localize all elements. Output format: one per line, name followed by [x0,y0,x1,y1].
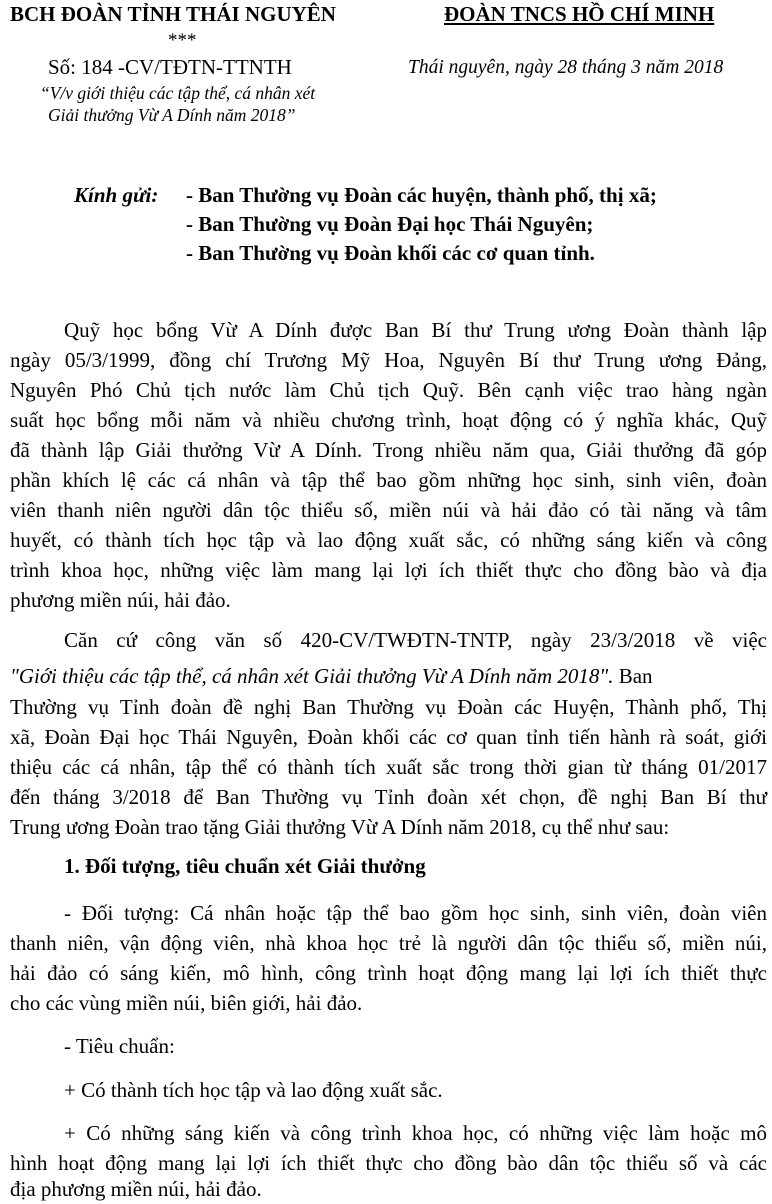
paragraph-line: đến tháng 3/2018 để Ban Thường vụ Tỉnh đoàn xét chọn, đề nghị Ban Bí thư [10,785,767,809]
paragraph-line: Thường vụ Tỉnh đoàn đề nghị Ban Thường vụ Đoàn các Huyện, Thành phố, Thị [10,695,767,719]
section-heading: 1. Đối tượng, tiêu chuẩn xét Giải thưởng [64,854,426,878]
paragraph-line: địa phương miền núi, hải đảo. [10,1177,262,1201]
criteria-item: + Có những sáng kiến và công trình khoa học, có những việc làm hoặc mô [64,1121,767,1145]
cited-document-title: "Giới thiệu các tập thể, cá nhân xét Giải thưởng Vừ A Dính năm 2018". [10,664,614,688]
paragraph-line: hải đảo có sáng kiến, mô hình, công trình hoạt động mang lại lợi ích thiết thực [10,961,767,985]
paragraph-line: trình khoa học, những việc làm mang lại lợi ích thiết thực cho đồng bào và địa [10,558,767,582]
union-name: ĐOÀN TNCS HỒ CHÍ MINH [444,2,715,26]
recipient-line: - Ban Thường vụ Đoàn Đại học Thái Nguyên; [186,212,594,236]
paragraph-line: Trung ương Đoàn trao tặng Giải thưởng Vừ A Dính năm 2018, cụ thể như sau: [10,815,670,839]
paragraph-line: suất học bổng mỗi năm và nhiều chương trình, hoạt động có ý nghĩa khác, Quỹ [10,408,767,432]
paragraph-line: Quỹ học bổng Vừ A Dính được Ban Bí thư Trung ương Đoàn thành lập [64,318,767,342]
paragraph-line: đã thành lập Giải thưởng Vừ A Dính. Trong nhiều năm qua, Giải thưởng đã góp [10,438,767,462]
place-date: Thái nguyên, ngày 28 tháng 3 năm 2018 [408,57,724,78]
paragraph-line: cho các vùng miền núi, biên giới, hải đảo. [10,991,363,1015]
paragraph-line: viên thanh niên người dân tộc thiểu số, miền núi và hải đảo có tài năng và tâm [10,498,767,522]
paragraph-line: phương miền núi, hải đảo. [10,588,231,612]
paragraph-line: hình hoạt động mang lại lợi ích thiết thực cho đồng bào dân tộc thiểu số và các [10,1151,767,1175]
issuing-organization: BCH ĐOÀN TỈNH THÁI NGUYÊN [10,2,336,26]
paragraph-text: Ban [613,664,653,688]
paragraph-line: phần khích lệ các cá nhân và tập thể bao gồm những học sinh, sinh viên, đoàn [10,468,767,492]
paragraph-line: xã, Đoàn Đại học Thái Nguyên, Đoàn khối các cơ quan tỉnh tiến hành rà soát, giới [10,725,767,749]
subject-line-2: Giải thưởng Vừ A Dính năm 2018” [48,105,296,125]
header-stars: *** [168,30,197,51]
paragraph-line: thiệu các cá nhân, tập thể có thành tích xuất sắc trong thời gian từ tháng 01/2017 [10,755,767,779]
paragraph-line: thanh niên, vận động viên, nhà khoa học trẻ là người dân tộc thiểu số, miền núi, [10,931,767,955]
recipients-label: Kính gửi: [74,183,159,207]
paragraph-line: ngày 05/3/1999, đồng chí Trương Mỹ Hoa, Nguyên Bí thư Trung ương Đảng, [10,348,767,372]
paragraph-line: Nguyên Phó Chủ tịch nước làm Chủ tịch Quỹ. Bên cạnh việc trao hàng ngàn [10,378,767,402]
paragraph-line: Căn cứ công văn số 420-CV/TWĐTN-TNTP, ngày 23/3/2018 về việc [64,628,767,652]
recipient-line: - Ban Thường vụ Đoàn khối các cơ quan tỉnh. [186,241,595,265]
criteria-item: + Có thành tích học tập và lao động xuất sắc. [64,1078,443,1102]
criteria-label: - Tiêu chuẩn: [64,1034,175,1058]
recipient-line: - Ban Thường vụ Đoàn các huyện, thành phố, thị xã; [186,183,657,207]
paragraph-line: - Đối tượng: Cá nhân hoặc tập thể bao gồm học sinh, sinh viên, đoàn viên [64,901,767,925]
subject-line-1: “V/v giới thiệu các tập thể, cá nhân xét [40,83,316,103]
document-number: Số: 184 -CV/TĐTN-TTNTH [48,55,292,79]
paragraph-line [10,661,767,691]
paragraph-line: huyết, có thành tích học tập và lao động xuất sắc, có những sáng kiến và công [10,528,767,552]
